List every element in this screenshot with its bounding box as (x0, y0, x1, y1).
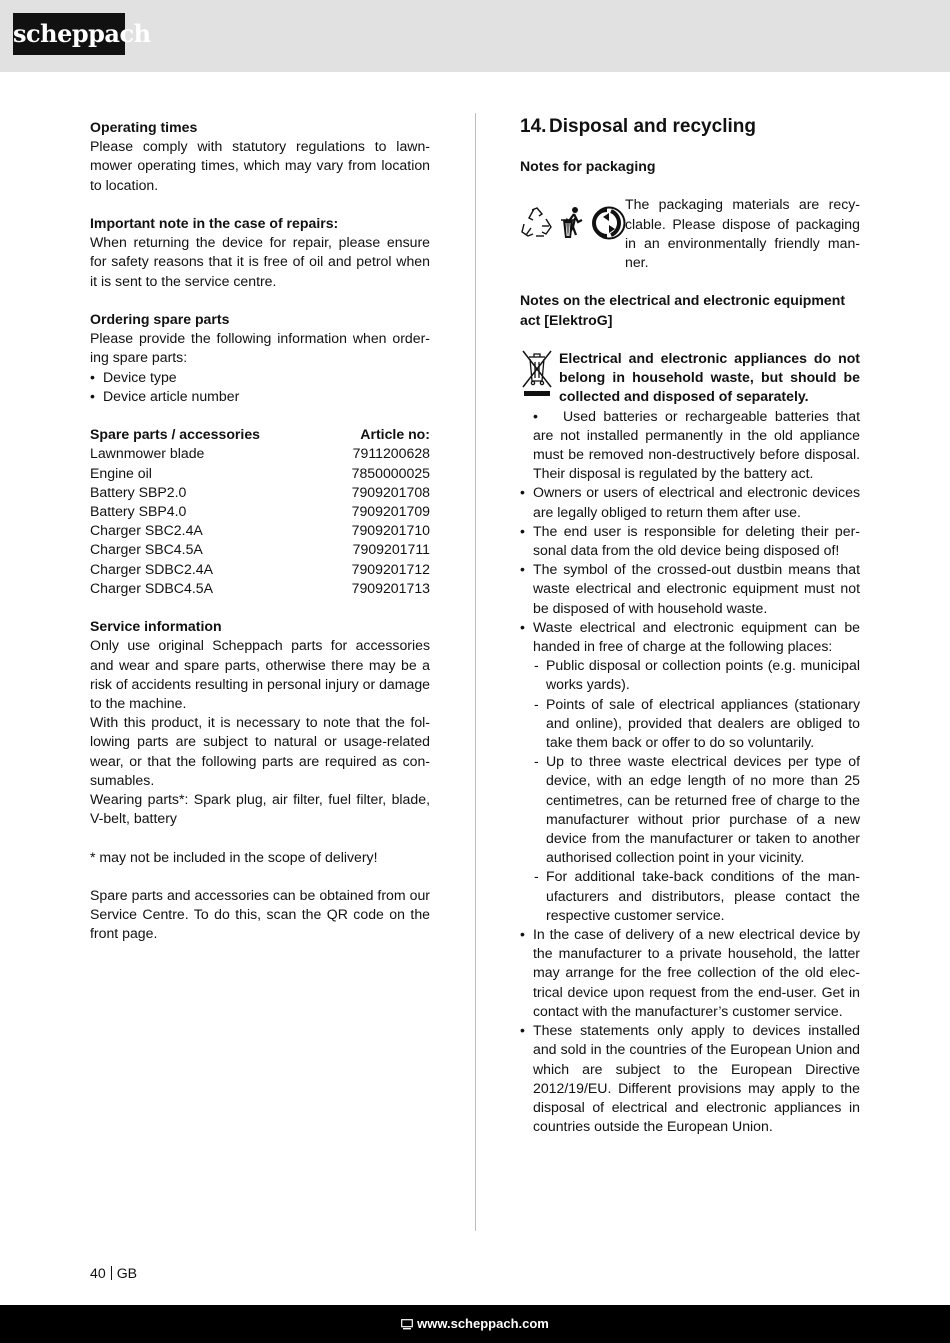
article-number: 7909201712 (351, 560, 430, 577)
weee-block (520, 349, 860, 483)
ordering-list (90, 368, 430, 406)
footer-url[interactable]: www.scheppach.com (417, 1316, 549, 1331)
page-language: GB (116, 1265, 138, 1281)
header-bar (0, 0, 950, 72)
weee-title: Notes on the electrical and electronic equipment act [ElektroG] (520, 292, 846, 328)
column-divider (475, 113, 476, 1231)
packaging-icons (520, 205, 624, 241)
table-header-parts: Spare parts / accessories (90, 426, 261, 443)
part-name: Charger SBC2.4A (90, 522, 203, 539)
article-number: 7909201709 (351, 503, 430, 520)
section-heading (520, 117, 860, 137)
list-item: • Used batteries or rechargeable batteries that are not installed permanently in the old appliance must be removed non-destructively before disposal. Their disposal is regulated by the battery act. (533, 407, 860, 484)
crossed-bin-icon (520, 349, 554, 397)
right-column (520, 118, 860, 1136)
packaging-block (520, 195, 860, 272)
service-note: * may not be included in the scope of delivery! (90, 848, 378, 865)
list-item: • In the case of delivery of a new electrical device by the manufacturer to a private household, the latter may arrange for the free collection of the old electrical device upon request from the end-user. Get in contact with the manufacturer’s customer service. (520, 925, 860, 1021)
service-title: Service information (90, 618, 222, 635)
table-row (90, 464, 430, 483)
spare-parts-table (90, 425, 430, 598)
part-name: Battery SBP2.0 (90, 483, 187, 500)
table-row (90, 560, 430, 579)
service-text-3: Wearing parts*: Spark plug, air filter, fuel filter, blade, V-belt, battery (90, 791, 430, 827)
scheppach-logo: scheppach (13, 13, 125, 55)
part-name: Charger SDBC2.4A (90, 560, 213, 577)
recycle-icon (520, 205, 554, 241)
page-number (90, 1264, 137, 1283)
service-text-4: Spare parts and accessories can be obtained from our Service Centre. To do this, scan the QR code on the front page. (90, 887, 430, 942)
packaging-title: Notes for packaging (520, 158, 656, 174)
weee-first-list (533, 407, 860, 484)
operating-times-title: Operating times (90, 119, 198, 135)
list-item: - For additional take-back conditions of the manufacturers and distributors, please contact the respective customer service. (533, 867, 860, 925)
repairs-title: Important note in the case of repairs: (90, 215, 339, 231)
list-item: - Points of sale of electrical appliances (stationary and online), provided that dealers are obliged to take them back or offer to do so voluntarily. (533, 695, 860, 753)
table-row (90, 579, 430, 598)
packaging-text: The packaging materials are recyclable. Please dispose of packaging in an environmentally friendly manner. (625, 196, 860, 270)
part-name: Charger SBC4.5A (90, 541, 203, 558)
list-item: • Device article number (90, 387, 430, 406)
page-number-value: 40 (90, 1265, 106, 1281)
weee-sub-list (533, 656, 860, 925)
operating-times-text: Please comply with statutory regulations to lawnmower operating times, which may vary from location to location. (90, 138, 430, 193)
litter-bin-icon (556, 205, 590, 241)
ordering-title: Ordering spare parts (90, 311, 230, 327)
table-header-article: Article no: (360, 426, 430, 443)
part-name: Engine oil (90, 464, 152, 481)
table-row (90, 444, 430, 463)
weee-bold-text: Electrical and electronic appliances do not belong in household waste, but should be collected and disposed of separately. (559, 349, 860, 405)
part-name: Lawnmower blade (90, 445, 205, 462)
list-item: - Public disposal or collection points (e.g. municipal works yards). (533, 656, 860, 694)
part-name: Charger SDBC4.5A (90, 579, 213, 596)
ordering-text: Please provide the following information when ordering spare parts: (90, 330, 430, 366)
article-number: 7909201710 (351, 522, 430, 539)
list-item: • The symbol of the crossed-out dustbin means that waste electrical and electronic equipment must not be disposed of with household waste. (520, 560, 860, 618)
article-number: 7909201713 (351, 579, 430, 596)
table-row (90, 540, 430, 559)
list-item: • These statements only apply to devices installed and sold in the countries of the European Union and which are subject to the European Directive 2012/19/EU. Different provisions may apply to the disposal of electrical and electronic appliances in countries outside the European Union. (520, 1021, 860, 1136)
section-title: Disposal and recycling (549, 116, 756, 137)
article-number: 7911200628 (352, 445, 430, 462)
repairs-text: When returning the device for repair, please ensure for safety reasons that it is free of oil and petrol when it is sent to the service centre. (90, 234, 430, 289)
service-text-2: With this product, it is necessary to note that the following parts are subject to natural or usage-related wear, or that the following parts are required as consumables. (90, 714, 430, 788)
service-text-1: Only use original Scheppach parts for accessories and wear and spare parts, otherwise there may be a risk of accidents resulting in personal injury or damage to the machine. (90, 637, 430, 712)
table-header-row (90, 425, 430, 444)
green-dot-icon (592, 205, 626, 241)
article-number: 7909201711 (352, 541, 430, 558)
weee-list (520, 483, 860, 656)
monitor-icon (401, 1307, 413, 1343)
article-number: 7850000025 (351, 464, 430, 481)
list-item: • Owners or users of electrical and electronic devices are legally obliged to return them after use. (520, 483, 860, 521)
weee-list-after (520, 925, 860, 1136)
list-item: • The end user is responsible for deleting their personal data from the old device being disposed of! (520, 522, 860, 560)
section-number: 14. (520, 116, 547, 137)
table-row (90, 521, 430, 540)
part-name: Battery SBP4.0 (90, 503, 187, 520)
footer-bar (0, 1305, 950, 1343)
list-item: • Device type (90, 368, 430, 387)
table-row (90, 502, 430, 521)
article-number: 7909201708 (351, 483, 430, 500)
list-item: - Up to three waste electrical devices per type of device, with an edge length of no more than 25 centimetres, can be returned free of charge to the manufacturer without prior purchase of a new device from the manufacturer or taken to another authorised collection point in your vicinity. (533, 752, 860, 867)
left-column (90, 118, 430, 944)
list-item: • Waste electrical and electronic equipment can be handed in free of charge at the following places: (520, 618, 860, 656)
table-row (90, 483, 430, 502)
